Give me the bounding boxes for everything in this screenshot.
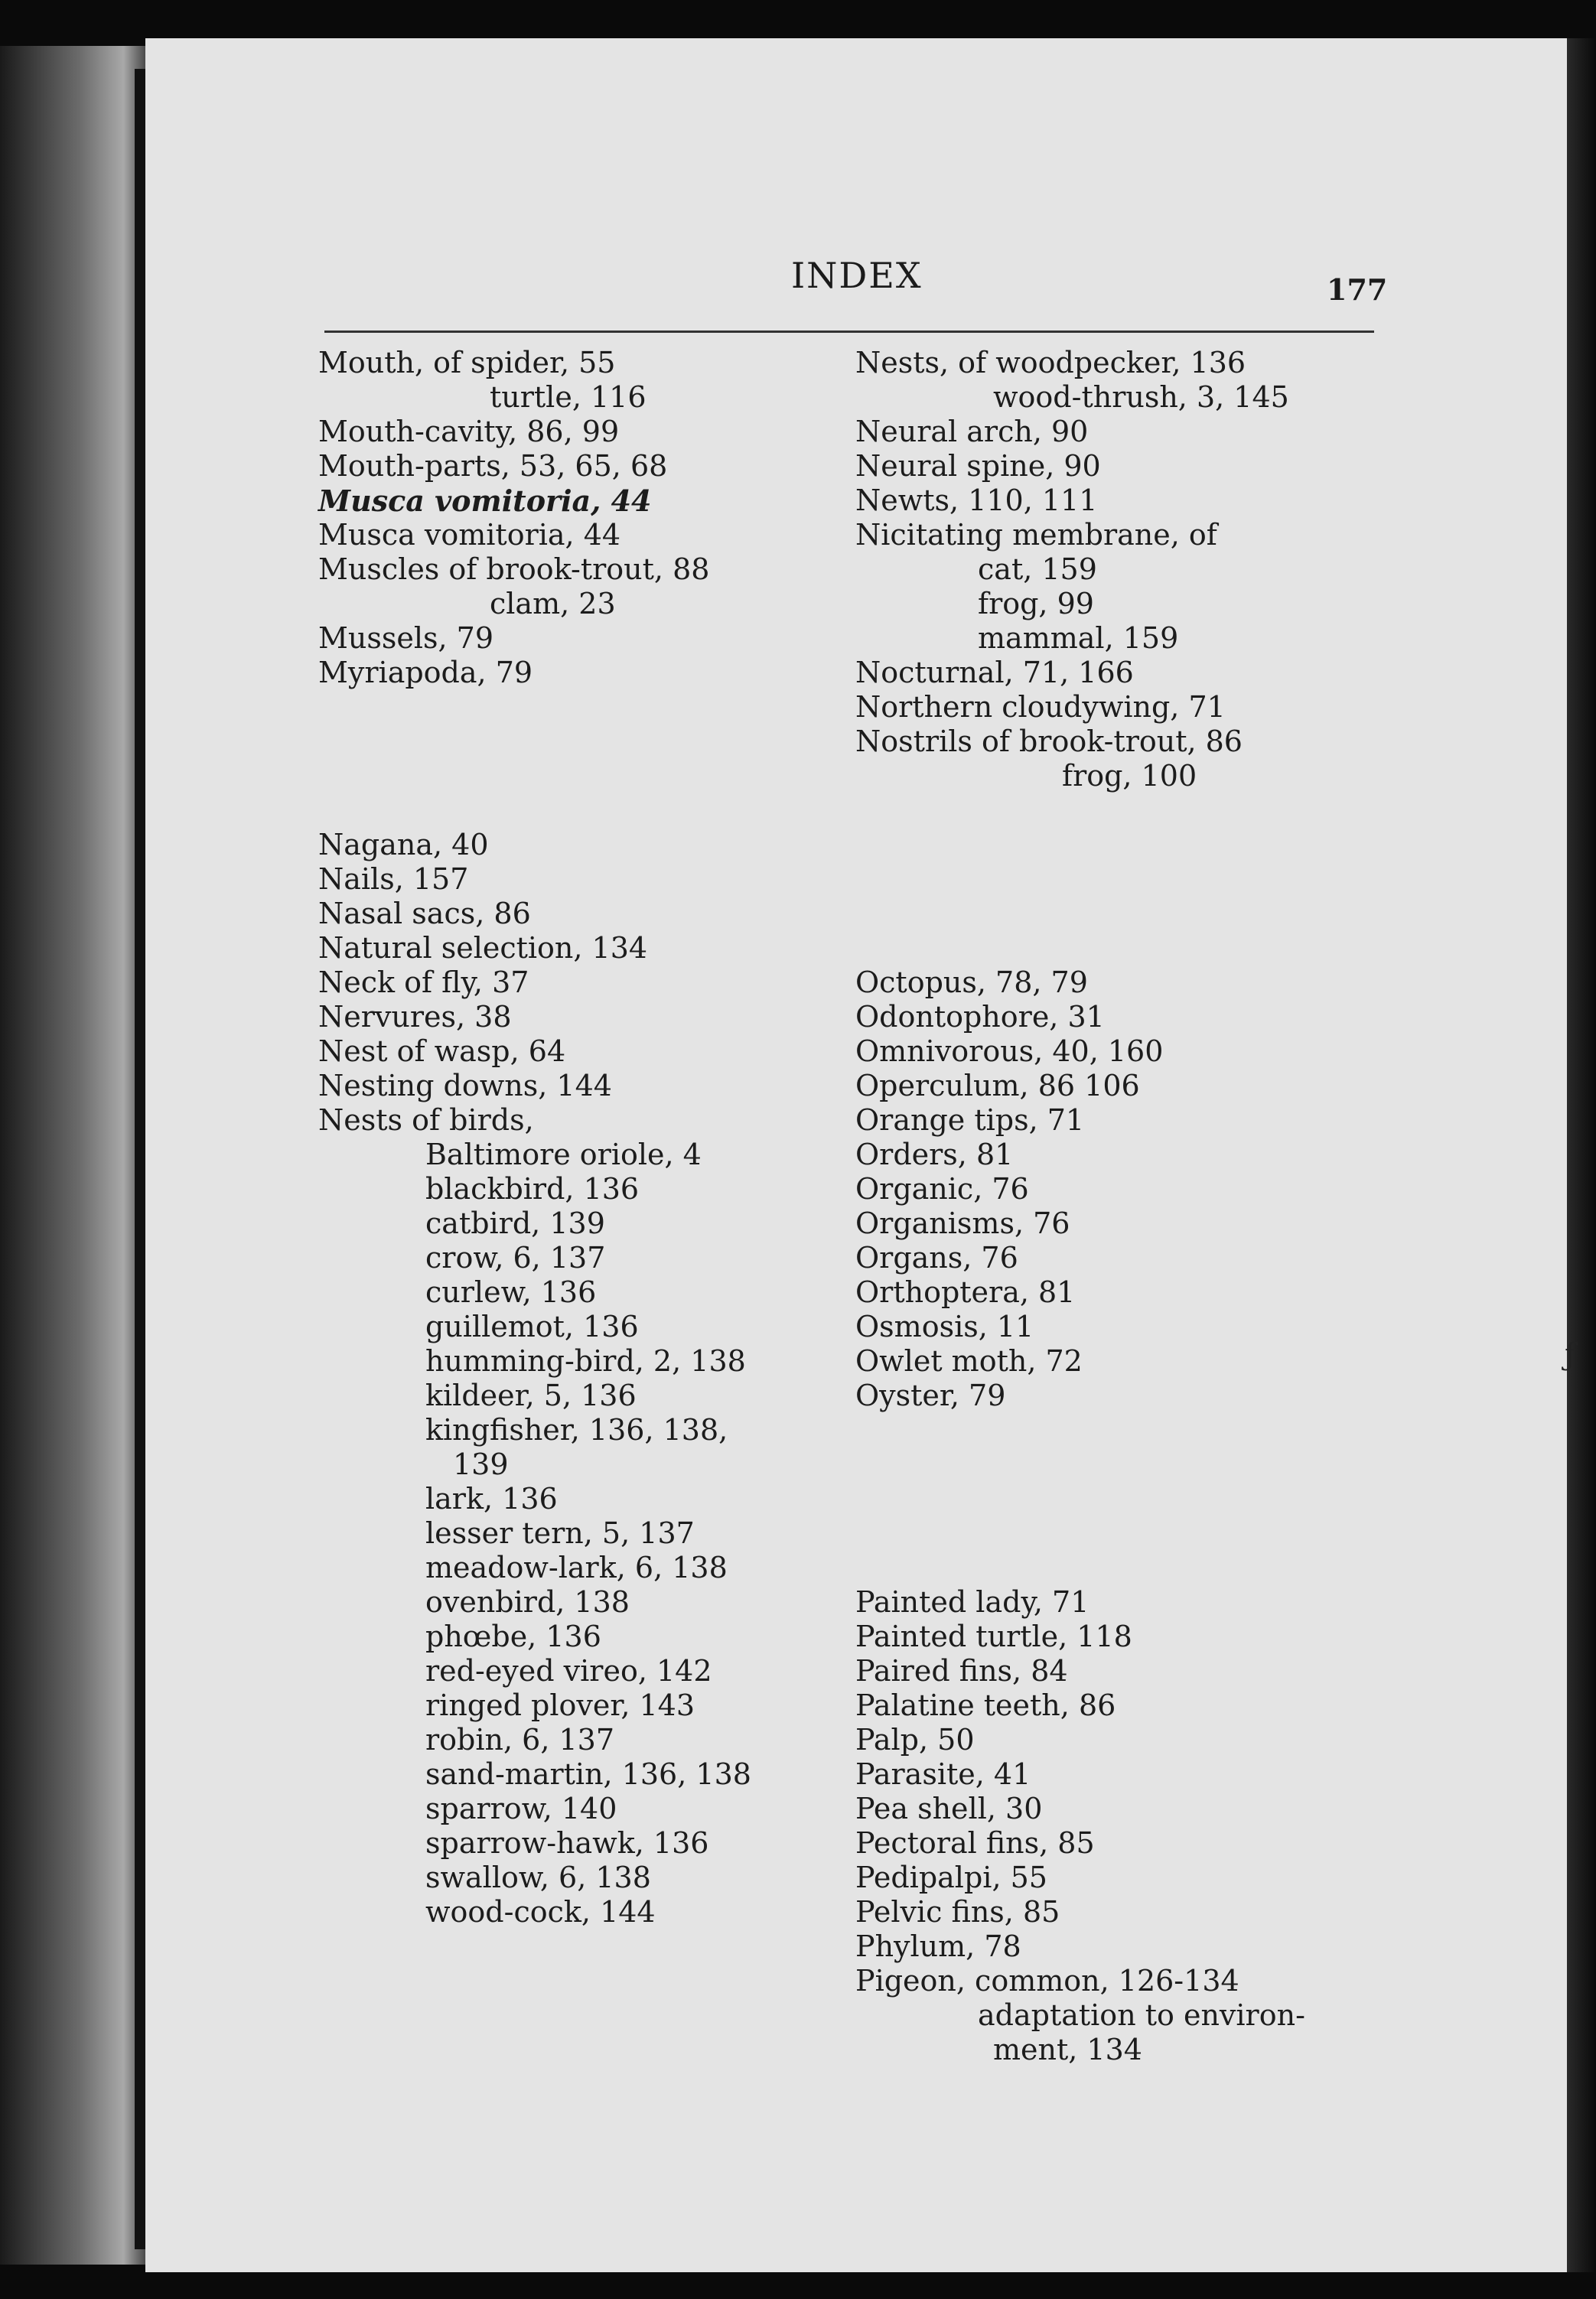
index-entry: Muscles of brook-trout, 88 <box>318 552 710 586</box>
index-subentry-continued: 139 <box>453 1447 509 1481</box>
index-entry: Owlet moth, 72 <box>855 1344 1083 1378</box>
index-entry: Nails, 157 <box>318 862 469 896</box>
index-entry: Musca vomitoria, 44 <box>318 518 621 552</box>
index-subentry: sparrow, 140 <box>425 1792 617 1825</box>
index-entry: Parasite, 41 <box>855 1757 1031 1791</box>
index-subentry: sparrow-hawk, 136 <box>425 1826 709 1860</box>
index-entry: Pea shell, 30 <box>855 1792 1043 1825</box>
index-entry: Musca vomitoria, 44 <box>318 484 652 518</box>
index-subentry: ovenbird, 138 <box>425 1585 630 1619</box>
index-entry: Oyster, 79 <box>855 1379 1006 1412</box>
index-entry: Pedipalpi, 55 <box>855 1861 1047 1894</box>
book-spine <box>135 69 145 2249</box>
index-subentry-continued: ment, 134 <box>993 2033 1142 2066</box>
index-entry: Phylum, 78 <box>855 1929 1021 1963</box>
index-entry: Natural selection, 134 <box>318 931 648 965</box>
index-entry: Odontophore, 31 <box>855 1000 1105 1034</box>
page-right-edge <box>1567 38 1596 2272</box>
index-entry: Mouth-cavity, 86, 99 <box>318 415 620 448</box>
index-subentry: mammal, 159 <box>978 621 1179 655</box>
header-rule <box>324 331 1374 333</box>
index-subentry: blackbird, 136 <box>425 1172 640 1206</box>
index-entry: Pelvic fins, 85 <box>855 1895 1060 1929</box>
index-entry: Painted lady, 71 <box>855 1585 1090 1619</box>
section-gap <box>855 1413 1391 1585</box>
index-entry: Pigeon, common, 126-134 <box>855 1964 1239 1998</box>
index-subentry: kingfisher, 136, 138, <box>425 1413 728 1447</box>
index-entry: Orange tips, 71 <box>855 1103 1085 1137</box>
index-entry: Organisms, 76 <box>855 1206 1070 1240</box>
index-entry: Nicitating membrane, of <box>855 518 1217 552</box>
index-entry: Organs, 76 <box>855 1241 1018 1275</box>
index-subentry: wood-cock, 144 <box>425 1895 656 1929</box>
index-entry: Nervures, 38 <box>318 1000 512 1034</box>
index-subentry: wood-thrush, 3, 145 <box>993 380 1289 414</box>
index-entry: Northern cloudywing, 71 <box>855 690 1226 724</box>
index-subentry: cat, 159 <box>978 552 1097 586</box>
index-column-right <box>855 346 1391 2067</box>
index-entry: Omnivorous, 40, 160 <box>855 1034 1164 1068</box>
section-gap <box>318 690 808 828</box>
index-subentry: swallow, 6, 138 <box>425 1861 651 1894</box>
index-entry: Nests of birds, <box>318 1103 534 1137</box>
index-entry: Painted turtle, 118 <box>855 1620 1132 1653</box>
section-gap <box>855 793 1391 966</box>
index-subentry: sand-martin, 136, 138 <box>425 1757 751 1791</box>
index-entry: Nocturnal, 71, 166 <box>855 656 1134 689</box>
index-entry: Nest of wasp, 64 <box>318 1034 566 1068</box>
index-entry: Newts, 110, 111 <box>855 484 1098 517</box>
index-entry: Neural spine, 90 <box>855 449 1101 483</box>
index-entry: Octopus, 78, 79 <box>855 966 1088 999</box>
index-subentry: phœbe, 136 <box>425 1620 601 1653</box>
index-subentry: kildeer, 5, 136 <box>425 1379 637 1412</box>
index-subentry: red-eyed vireo, 142 <box>425 1654 712 1688</box>
index-entry: Paired fins, 84 <box>855 1654 1068 1688</box>
index-entry: Pectoral fins, 85 <box>855 1826 1095 1860</box>
index-subentry: crow, 6, 137 <box>425 1241 606 1275</box>
index-entry: Mussels, 79 <box>318 621 494 655</box>
index-subentry: humming-bird, 2, 138 <box>425 1344 746 1378</box>
index-subentry: Baltimore oriole, 4 <box>425 1138 702 1171</box>
index-entry: Nesting downs, 144 <box>318 1069 612 1102</box>
index-entry: Palp, 50 <box>855 1723 975 1757</box>
index-entry: Nests, of woodpecker, 136 <box>855 346 1246 379</box>
index-entry: Mouth-parts, 53, 65, 68 <box>318 449 668 483</box>
index-entry: Myriapoda, 79 <box>318 656 533 689</box>
index-entry: Neural arch, 90 <box>855 415 1089 448</box>
index-entry: Organic, 76 <box>855 1172 1029 1206</box>
running-header: INDEX <box>791 255 923 296</box>
index-entry: Orders, 81 <box>855 1138 1014 1171</box>
index-subentry: adaptation to environ- <box>978 1998 1305 2032</box>
index-subentry: frog, 100 <box>1062 759 1197 793</box>
index-column-left <box>318 346 808 1929</box>
index-entry: Nostrils of brook-trout, 86 <box>855 725 1243 758</box>
index-subentry: curlew, 136 <box>425 1275 597 1309</box>
page-number: 177 <box>1327 272 1388 307</box>
index-subentry: frog, 99 <box>978 587 1094 620</box>
index-subentry: clam, 23 <box>490 587 616 620</box>
index-subentry: ringed plover, 143 <box>425 1688 695 1722</box>
index-subentry: turtle, 116 <box>490 380 647 414</box>
index-entry: Nagana, 40 <box>318 828 489 861</box>
index-entry: Osmosis, 11 <box>855 1310 1034 1343</box>
index-entry: Operculum, 86 106 <box>855 1069 1140 1102</box>
margin-mark: ƒ <box>1565 1337 1576 1373</box>
adjacent-page-edge <box>0 46 145 2265</box>
index-entry: Nasal sacs, 86 <box>318 897 531 930</box>
index-entry: Mouth, of spider, 55 <box>318 346 616 379</box>
index-entry: Palatine teeth, 86 <box>855 1688 1116 1722</box>
index-subentry: guillemot, 136 <box>425 1310 639 1343</box>
index-subentry: lesser tern, 5, 137 <box>425 1516 695 1550</box>
index-subentry: robin, 6, 137 <box>425 1723 615 1757</box>
index-subentry: lark, 136 <box>425 1482 558 1516</box>
index-subentry: catbird, 139 <box>425 1206 605 1240</box>
index-entry: Orthoptera, 81 <box>855 1275 1076 1309</box>
index-subentry: meadow-lark, 6, 138 <box>425 1551 728 1584</box>
index-entry: Neck of fly, 37 <box>318 966 529 999</box>
